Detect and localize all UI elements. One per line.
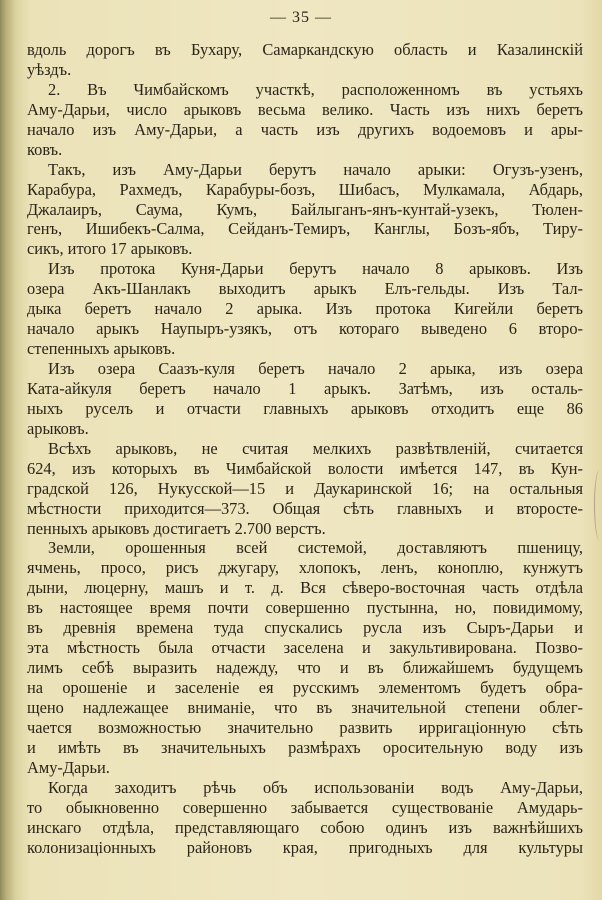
text-line: эта мѣстность была отчасти заселена и закультивирована. Позво- [27,638,583,658]
text-line: Изъ протока Куня-Дарьи берутъ начало 8 арыковъ. Изъ [48,259,583,279]
text-line: пенныхъ арыковъ достигаетъ 2.700 верстъ. [27,518,326,538]
text-line: то обыкновенно совершенно забывается существованіе Амударь- [27,797,583,817]
text-line: дыка беретъ начало 2 арыка. Изъ протока Кигейли беретъ [27,299,583,319]
text-line: ячмень, просо, рисъ джугару, хлопокъ, ленъ, коноплю, кунжутъ [27,558,583,578]
text-line: 2. Въ Чимбайскомъ участкѣ, расположенномъ въ устьяхъ [48,79,583,99]
text-line: сикъ, итого 17 арыковъ. [27,239,193,259]
text-line: генъ, Ишибекъ-Салма, Сейданъ-Темиръ, Канглы, Бозъ-ябъ, Тиру- [27,219,583,239]
text-line: на орошеніе и заселеніе ея русскимъ элементомъ будетъ обра- [27,678,583,697]
body-text [27,40,583,857]
text-line: щено надлежащее вниманіе, что въ значительной степени облег- [27,697,583,717]
text-line: Аму-Дарьи. [27,757,110,777]
text-line: степенныхъ арыковъ. [27,339,176,359]
text-line: Земли, орошенныя всей системой, доставляютъ пшеницу, [48,538,583,558]
text-line: въ настоящее время почти совершенно пустынна, но, повидимому, [27,598,583,618]
text-line: ныхъ руселъ и отчасти главныхъ арыковъ отходитъ еще 86 [27,398,583,418]
text-line: озера Акъ-Шанлакъ выходитъ арыкъ Елъ-гельды. Изъ Тал- [27,279,583,299]
text-line: Всѣхъ арыковъ, не считая мелкихъ развѣтвленій, считается [48,438,583,458]
text-line: дыни, люцерну, машъ и т. д. Вся сѣверо-восточная часть отдѣла [27,578,583,598]
text-line: начало арыкъ Наупыръ-узякъ, отъ котораго выведено 6 второ- [27,319,583,339]
text-line: градской 126, Нукусской—15 и Даукаринской 16; на остальныя [27,478,583,498]
text-line: инскаго отдѣла, представляющаго собою одинъ изъ важнѣйшихъ [27,817,583,837]
text-line: уѣздъ. [27,59,72,79]
text-line: Изъ озера Саазъ-куля беретъ начало 2 арыка, изъ озера [48,359,583,378]
text-line: Ката-айкуля беретъ начало 1 арыкъ. Затѣмъ, изъ осталь- [27,378,583,398]
text-line: Карабура, Рахмедъ, Карабуры-бозъ, Шибасъ, Мулкамала, Абдарь, [27,179,583,199]
page-number: — 35 — [270,9,332,26]
text-line: Аму-Дарьи, число арыковъ весьма велико. Часть изъ нихъ беретъ [27,99,583,119]
text-line: чается возможностью значительно развить ирригаціонную сѣть [27,717,583,737]
text-line: въ древнія времена туда спускались русла изъ Сыръ-Дарьи и [27,618,583,638]
text-line: мѣстности приходится—373. Общая сѣть главныхъ и второсте- [27,498,583,518]
text-line: арыковъ. [27,418,89,438]
text-line: Джалаиръ, Саума, Кумъ, Байлыганъ-янъ-кунтай-узекъ, Тюлен- [27,199,583,219]
pencil-margin-mark [594,470,602,540]
text-line: Когда заходитъ рѣчь объ использованіи водъ Аму-Дарьи, [48,777,583,797]
text-line: Такъ, изъ Аму-Дарьи берутъ начало арыки: Огузъ-узенъ, [48,159,583,179]
text-line: колонизаціонныхъ районовъ края, пригодныхъ для культуры [27,837,583,857]
text-line: 624, изъ которыхъ въ Чимбайской волости имѣется 147, въ Кун- [27,458,583,478]
text-line: начало изъ Аму-Дарьи, а часть изъ другихъ водоемовъ и ары- [27,119,583,139]
text-line: и имѣть въ значительныхъ размѣрахъ оросительную воду изъ [27,737,583,757]
text-line: лимъ себѣ выразить надежду, что и въ ближайшемъ будущемъ [27,658,583,678]
text-line: вдоль дорогъ въ Бухару, Самаркандскую область и Казалинскій [27,40,583,59]
text-line: ковъ. [27,139,63,159]
